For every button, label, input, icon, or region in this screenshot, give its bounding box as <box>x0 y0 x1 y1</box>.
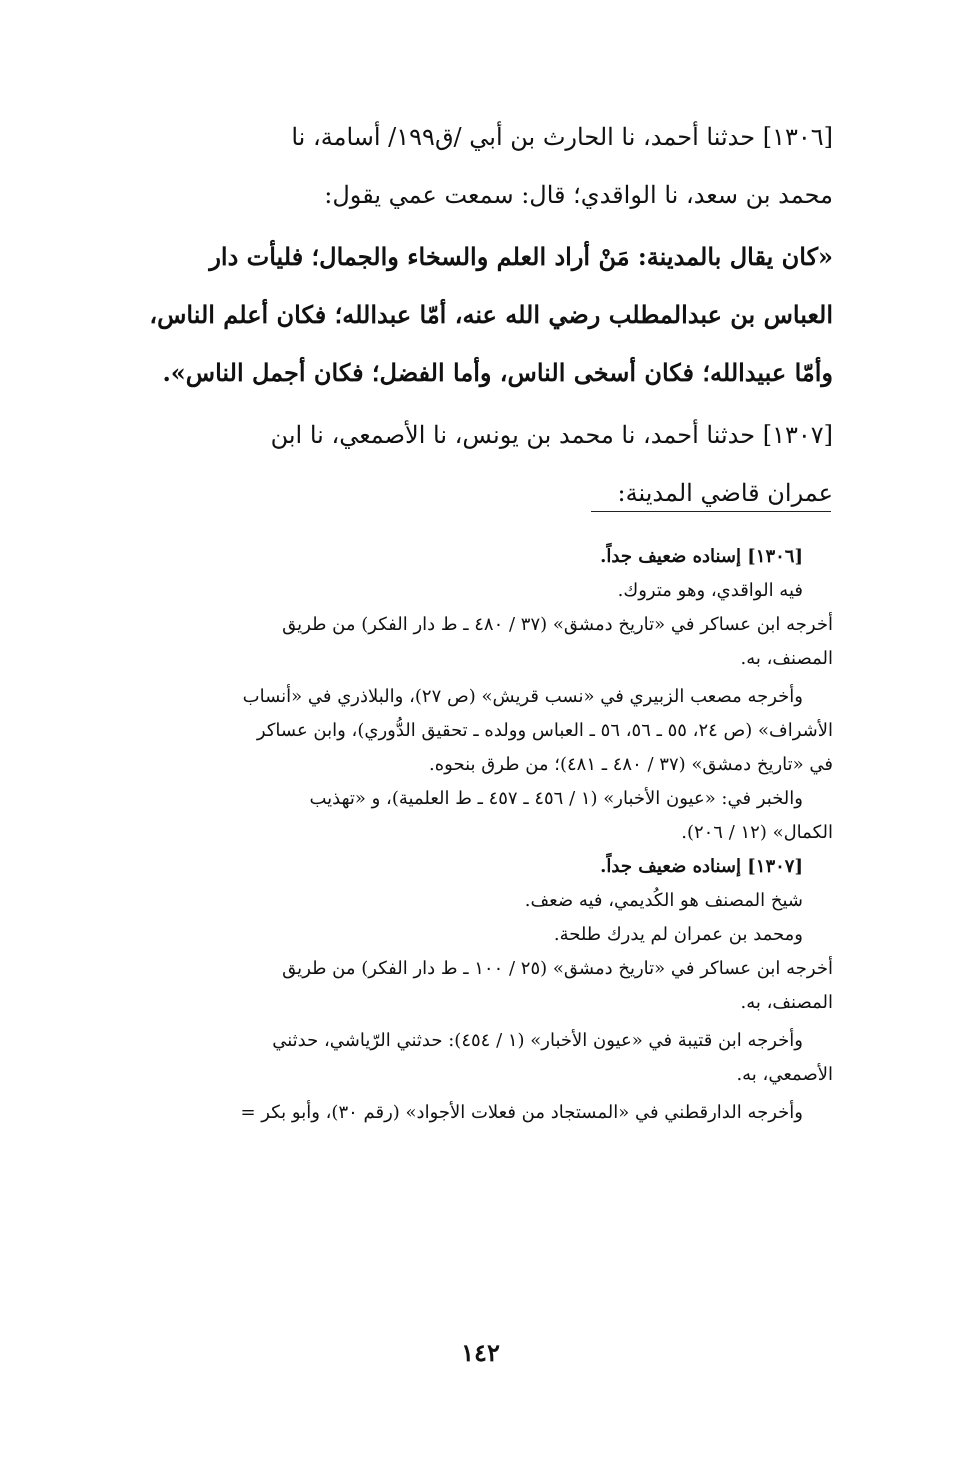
footnote-line: وأخرجه الدارقطني في «المستجاد من فعلات الأجواد» (رقم ٣٠)، وأبو بكر = <box>240 1102 803 1123</box>
footnote-line: المصنف، به. <box>740 992 833 1013</box>
footnote-line: وأخرجه مصعب الزبيري في «نسب قريش» (ص ٢٧)، والبلاذري في «أنساب <box>242 686 803 707</box>
footnote-line: ومحمد بن عمران لم يدرك طلحة. <box>553 924 803 945</box>
footnote-line: والخبر في: «عيون الأخبار» (١ / ٤٥٦ ـ ٤٥٧ ـ ط العلمية)، و «تهذيب <box>309 788 803 809</box>
quote-line: العباس بن عبدالمطلب رضي الله عنه، أمّا عبدالله؛ فكان أعلم الناس، <box>149 300 833 329</box>
footnote-line: أخرجه ابن عساكر في «تاريخ دمشق» (٣٧ / ٤٨٠ ـ ط دار الفكر) من طريق <box>282 614 833 635</box>
quote-line: وأمّا عبيدالله؛ فكان أسخى الناس، وأما الفضل؛ فكان أجمل الناس». <box>162 358 833 387</box>
footnote-line: الكمال» (١٢ / ٢٠٦). <box>681 822 833 843</box>
footnote-divider <box>591 511 831 512</box>
footnote-heading: [١٣٠٦] إسناده ضعيف جداً. <box>600 546 803 567</box>
main-text <box>125 108 833 522</box>
footnote-heading: [١٣٠٧] إسناده ضعيف جداً. <box>600 856 803 877</box>
footnote-line: المصنف، به. <box>740 648 833 669</box>
footnote-line: فيه الواقدي، وهو متروك. <box>617 580 803 601</box>
footnote-line: في «تاريخ دمشق» (٣٧ / ٤٨٠ ـ ٤٨١)؛ من طرق بنحوه. <box>429 754 833 775</box>
page-number: ١٤٢ <box>461 1338 500 1367</box>
footnote-line: الأشراف» (ص ٢٤، ٥٥ ـ ٥٦، ٥٦ ـ العباس وولده ـ تحقيق الدُّوري)، وابن عساكر <box>256 720 833 741</box>
text-line: [١٣٠٦] حدثنا أحمد، نا الحارث بن أبي /ق١٩٩/ أسامة، نا <box>291 123 833 151</box>
text-line: عمران قاضي المدينة: <box>617 479 833 507</box>
text-line: محمد بن سعد، نا الواقدي؛ قال: سمعت عمي يقول: <box>324 181 833 209</box>
footnote-line: الأصمعي، به. <box>736 1064 833 1085</box>
footnotes <box>125 540 833 1130</box>
text-line: [١٣٠٧] حدثنا أحمد، نا محمد بن يونس، نا الأصمعي، نا ابن <box>270 421 833 449</box>
footnote-line: وأخرجه ابن قتيبة في «عيون الأخبار» (١ / ٤٥٤): حدثني الرّياشي، حدثني <box>272 1030 803 1051</box>
footnote-line: أخرجه ابن عساكر في «تاريخ دمشق» (٢٥ / ١٠٠ ـ ط دار الفكر) من طريق <box>282 958 833 979</box>
footnote-line: شيخ المصنف هو الكُديمي، فيه ضعف. <box>524 890 803 911</box>
quote-line: «كان يقال بالمدينة: مَنْ أراد العلم والسخاء والجمال؛ فليأت دار <box>209 242 833 271</box>
